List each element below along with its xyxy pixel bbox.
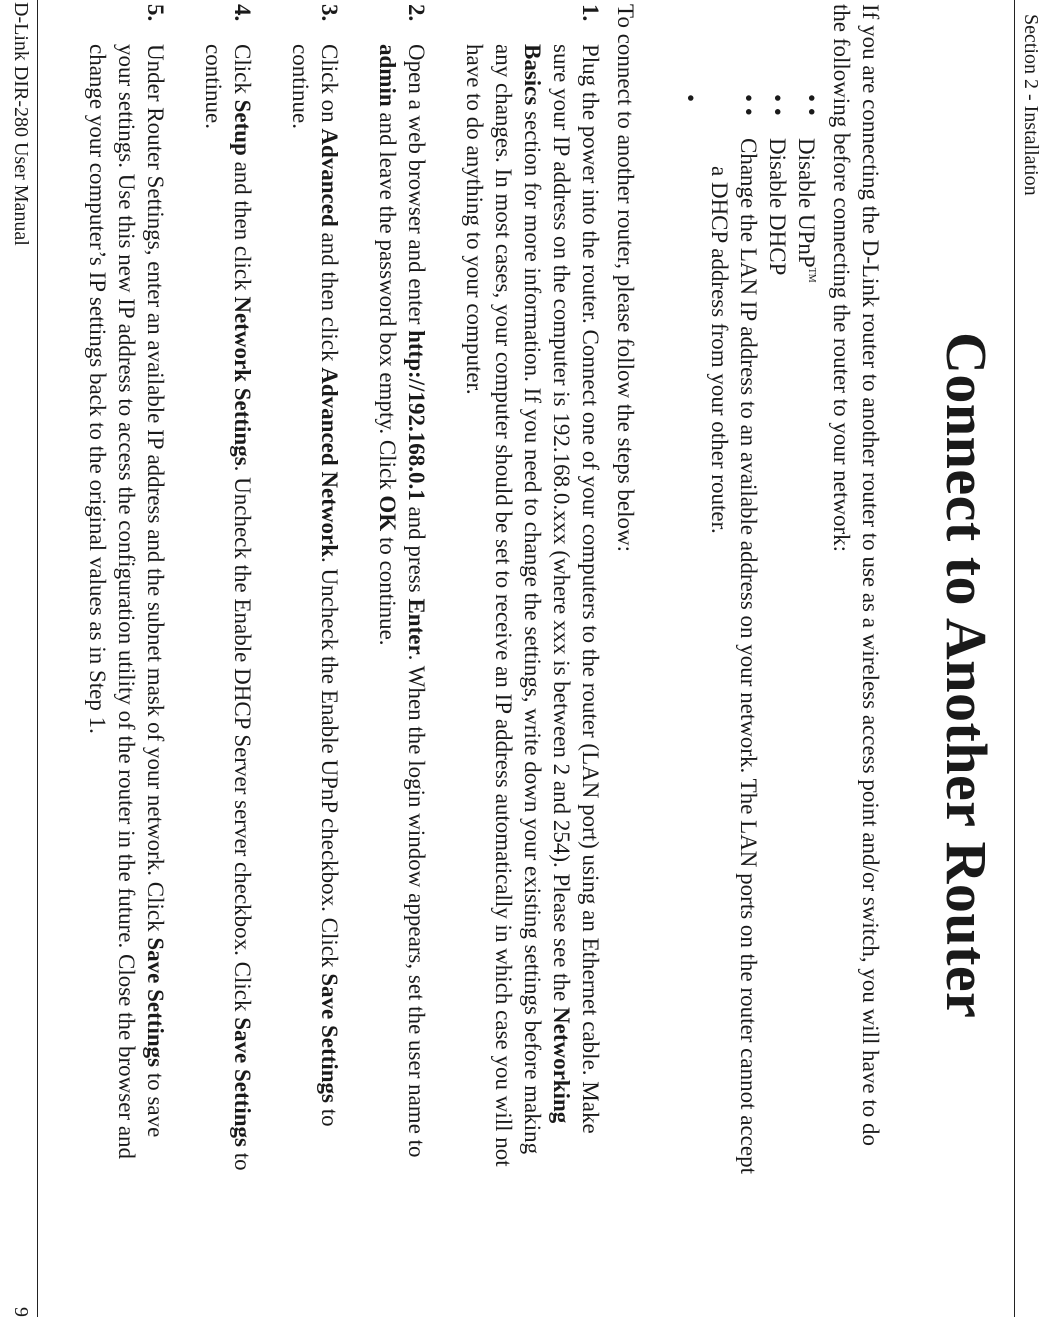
steps-list	[54, 4, 605, 1174]
step-text: . When the login window appears, set the user name to	[404, 654, 429, 1158]
step-text: and then click	[230, 155, 255, 297]
step-text: Open a web browser and enter	[404, 44, 429, 331]
button-reference: Save Settings	[230, 1017, 255, 1147]
intro-paragraph: If you are connecting the D-Link router to another router to use as a wireless access point and/or switch, you will have to do the following before connecting the router to your network:	[829, 4, 883, 1146]
bullet-marker: •	[678, 94, 703, 103]
list-item-text: Disable DHCP	[765, 138, 790, 276]
step-text: section for more information. If you need to change the settings, write down your existing settings before making any changes. In most cases, your computer should be set to receive an IP address automatically in which case you will not have to do anything to your computer.	[462, 44, 545, 1167]
url-reference: http://192.168.0.1	[404, 330, 429, 501]
header-rule	[1014, 0, 1015, 1317]
list-item	[792, 94, 826, 1174]
step-text: to save your settings. Use this new IP address to access the configuration utility of the router in the future. Close the browser and change your computer’s IP settings back to the original values as in Step 1.	[85, 44, 168, 1160]
footer-manual-title: D-Link DIR-280 User Manual	[10, 2, 32, 246]
step-number: 5.	[143, 4, 168, 22]
step-text: Click on	[317, 44, 342, 129]
menu-reference: Setup	[230, 99, 255, 156]
step-number: 4.	[230, 4, 255, 22]
step-item	[83, 4, 170, 1174]
step-text: Click	[230, 44, 255, 100]
username-reference: admin	[375, 44, 400, 107]
section-label: Section 2 - Installation	[1020, 14, 1042, 196]
list-item-text: Disable UPnP	[794, 138, 819, 268]
menu-reference: Advanced Network	[317, 367, 342, 558]
key-reference: Enter	[404, 598, 429, 655]
step-number: 2.	[404, 4, 429, 22]
list-item	[676, 94, 705, 1174]
step-item	[199, 4, 257, 1174]
step-text: . Uncheck the Enable DHCP Server server checkbox. Click	[230, 465, 255, 1018]
step-item	[373, 4, 431, 1174]
button-reference: Save Settings	[317, 973, 342, 1103]
step-text: to continue.	[201, 44, 255, 1171]
step-item	[286, 4, 344, 1174]
step-text: . Uncheck the Enable UPnP checkbox. Click	[317, 557, 342, 974]
step-item	[460, 4, 605, 1174]
list-item-text-continued: a DHCP address from your other router.	[707, 166, 732, 534]
list-item-text: Change the LAN IP address to an available address on your network. The LAN ports on the router cannot accept	[736, 138, 761, 1174]
step-number: 1.	[578, 4, 603, 22]
step-text: and press	[404, 500, 429, 599]
step-text: Under Router Settings, enter an available IP address and the subnet mask of your network. Click	[143, 44, 168, 938]
menu-reference: Advanced	[317, 128, 342, 227]
menu-reference: Network Settings	[230, 296, 255, 466]
footer-rule	[37, 0, 38, 1317]
step-text: and leave the password box empty. Click	[375, 106, 400, 496]
bullet-marker: • •	[765, 94, 790, 116]
page-number: 9	[10, 1307, 32, 1317]
trademark-mark: TM	[806, 267, 817, 283]
list-item	[763, 94, 792, 1174]
step-text: Plug the power into the router. Connect one of your computers to the router (LAN port) using an Ethernet cable. Make sure your IP address on the computer is 192.168.0.xxx (where xxx is between 2 and 254). Please see the	[549, 44, 603, 1134]
prerequisite-list	[676, 94, 826, 1174]
list-item	[705, 94, 763, 1174]
step-text: to continue.	[288, 44, 342, 1127]
button-reference: Save Settings	[143, 937, 168, 1068]
bullet-marker: • •	[799, 94, 824, 116]
button-reference: OK	[375, 495, 400, 532]
menu-reference: Networking Basics	[520, 44, 574, 1124]
bullet-marker: • •	[736, 94, 761, 116]
page-title: Connect to Another Router	[934, 332, 999, 1019]
steps-intro: To connect to another router, please follow the steps below:	[613, 4, 638, 553]
step-text: to continue.	[375, 531, 400, 646]
step-text: and then click	[317, 226, 342, 368]
step-number: 3.	[317, 4, 342, 22]
